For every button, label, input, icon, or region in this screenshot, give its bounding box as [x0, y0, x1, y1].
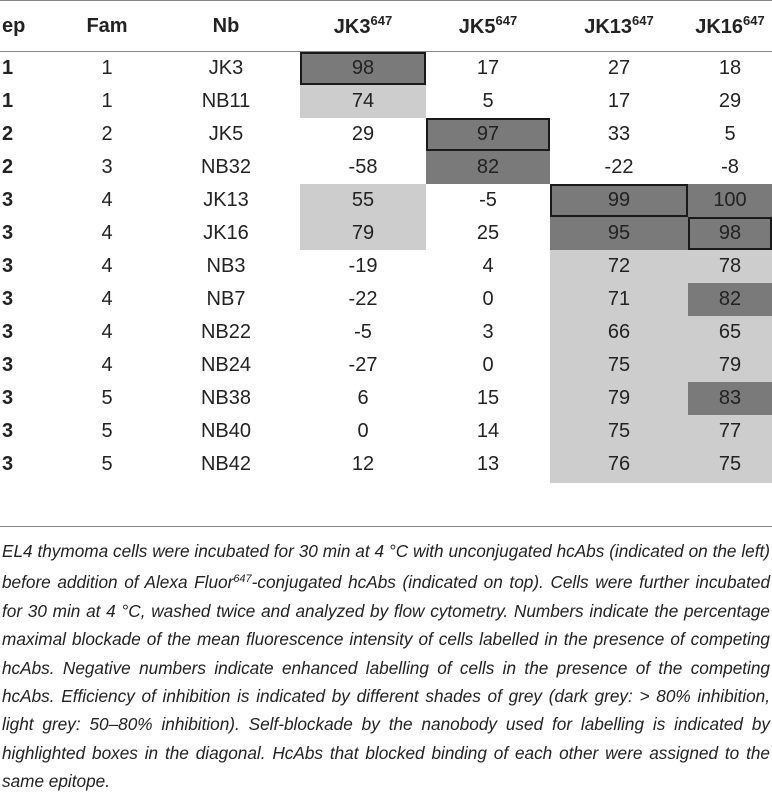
cell-nb: NB40 — [200, 420, 252, 442]
cell-jk5: 5 — [482, 90, 494, 112]
caption-divider — [0, 526, 772, 527]
cell-fam: 4 — [101, 288, 113, 310]
cell-jk5: 3 — [482, 321, 494, 343]
cell-nb: JK16 — [203, 222, 249, 244]
cell-jk16: 75 — [688, 448, 772, 483]
cell-nb: JK5 — [208, 123, 244, 145]
cell-fam: 4 — [101, 222, 113, 244]
cell-jk13: 76 — [550, 448, 688, 483]
cell-fam: 4 — [101, 189, 113, 211]
cell-jk3: 79 — [300, 217, 426, 250]
cell-nb: NB24 — [200, 354, 252, 376]
cell-jk5: 17 — [476, 57, 500, 79]
cell-fam: 1 — [101, 57, 113, 79]
table-row — [0, 349, 772, 382]
cell-ep: 3 — [2, 189, 14, 211]
cell-jk3: -58 — [348, 156, 378, 178]
cell-jk16: 18 — [718, 57, 742, 79]
cell-ep: 3 — [2, 354, 14, 376]
table-row — [0, 415, 772, 448]
cell-jk5: 4 — [482, 255, 494, 277]
cell-jk3: 6 — [357, 387, 369, 409]
cell-jk16: 82 — [688, 283, 772, 316]
table-row — [0, 151, 772, 184]
cell-jk13: 17 — [607, 90, 631, 112]
cell-jk3: 98 — [300, 52, 426, 86]
header-jk3: $JK3^{647}$ — [333, 13, 393, 38]
cell-jk16: 65 — [688, 316, 772, 349]
cell-jk16: 98 — [688, 217, 772, 250]
header-ep: ep — [2, 14, 26, 37]
cell-ep: 3 — [2, 453, 14, 475]
cell-jk3: 74 — [300, 85, 426, 118]
cell-jk16: -8 — [721, 156, 739, 178]
cell-jk13: 33 — [607, 123, 631, 145]
cell-jk16: 83 — [688, 382, 772, 415]
cell-jk3: 12 — [351, 453, 375, 475]
cell-jk3: 29 — [351, 123, 375, 145]
cell-ep: 2 — [2, 156, 14, 178]
cell-jk5: 14 — [476, 420, 500, 442]
table-row — [0, 217, 772, 250]
cell-fam: 5 — [101, 387, 113, 409]
cell-nb: NB42 — [200, 453, 252, 475]
header-row — [0, 1, 772, 52]
cell-ep: 2 — [2, 123, 14, 145]
table-row — [0, 184, 772, 217]
cell-fam: 4 — [101, 255, 113, 277]
cell-ep: 3 — [2, 222, 14, 244]
cell-jk3: 55 — [300, 184, 426, 217]
cell-ep: 1 — [2, 57, 14, 79]
cell-jk5: 13 — [476, 453, 500, 475]
cell-nb: NB7 — [206, 288, 246, 310]
cell-nb: NB22 — [200, 321, 252, 343]
cell-jk16: 77 — [688, 415, 772, 448]
cell-jk3: -19 — [348, 255, 378, 277]
table-row — [0, 250, 772, 283]
cell-jk5: 25 — [476, 222, 500, 244]
cell-jk13: 99 — [550, 184, 688, 217]
cell-jk16: 79 — [688, 349, 772, 382]
cell-nb: NB38 — [200, 387, 252, 409]
table-caption — [2, 537, 770, 796]
header-jk16: $JK16^{647}$ — [695, 13, 765, 38]
cell-jk13: 66 — [550, 316, 688, 349]
cell-jk13: 27 — [607, 57, 631, 79]
caption-text-2: -conjugated hcAbs (indicated on top). Cells were further incubated for 30 min at 4 °C, washed twice and analyzed by flow cytometry. Numbers indicate the percentage maximal blockade of the mean fluorescence intensity of cells labelled in the presence of competing hcAbs. Negative numbers indicate enhanced labelling of cells in the presence of the competing hcAbs. Efficiency of inhibition is indicated by different shades of grey (dark grey: > 80% inhibition, light grey: 50–80% inhibition). Self-blockade by the nanobody used for labelling is indicated by highlighted boxes in the diagonal. HcAbs that blocked binding of each other were assigned to the same epitope. — [2, 572, 771, 792]
cell-ep: 3 — [2, 288, 14, 310]
cell-jk5: 15 — [476, 387, 500, 409]
cell-ep: 3 — [2, 387, 14, 409]
cell-jk13: 72 — [550, 250, 688, 283]
table-row — [0, 382, 772, 415]
cell-fam: 3 — [101, 156, 113, 178]
cell-ep: 1 — [2, 90, 14, 112]
caption-text-1: EL4 thymoma cells were incubated for 30 min at 4 °C with unconjugated hcAbs (indicated on the left) before addition of Alexa Fluor — [2, 541, 770, 593]
cell-jk13: 79 — [550, 382, 688, 415]
table-row — [0, 118, 772, 151]
cell-nb: NB3 — [206, 255, 246, 277]
cell-jk5: -5 — [479, 189, 497, 211]
cell-jk5: 82 — [426, 151, 550, 184]
table-row — [0, 85, 772, 118]
cell-nb: NB11 — [201, 90, 251, 112]
cell-jk5: 0 — [482, 354, 494, 376]
cell-jk13: 75 — [550, 349, 688, 382]
table-row — [0, 283, 772, 316]
cell-fam: 5 — [101, 453, 113, 475]
cell-fam: 4 — [101, 321, 113, 343]
header-jk13: $JK13^{647}$ — [584, 13, 654, 38]
cell-jk5: 0 — [482, 288, 494, 310]
table-body — [0, 52, 772, 484]
cell-nb: NB32 — [200, 156, 252, 178]
cell-jk13: 75 — [550, 415, 688, 448]
cell-jk13: 95 — [550, 217, 688, 250]
cell-nb: JK13 — [203, 189, 249, 211]
cell-jk13: -22 — [604, 156, 634, 178]
cell-jk13: 71 — [550, 283, 688, 316]
cell-fam: 2 — [101, 123, 113, 145]
cell-ep: 3 — [2, 321, 14, 343]
header-fam: Fam — [86, 14, 128, 37]
cell-jk3: -27 — [348, 354, 378, 376]
cell-ep: 3 — [2, 255, 14, 277]
table-row — [0, 52, 772, 86]
header-jk5: $JK5^{647}$ — [458, 13, 518, 38]
cell-jk3: -5 — [354, 321, 372, 343]
cell-fam: 4 — [101, 354, 113, 376]
cell-jk5: 97 — [426, 118, 550, 151]
cell-jk16: 78 — [688, 250, 772, 283]
caption-superscript: 647 — [233, 573, 252, 586]
cell-fam: 1 — [101, 90, 113, 112]
cell-jk16: 5 — [724, 123, 736, 145]
table-row — [0, 316, 772, 349]
cell-jk16: 29 — [718, 90, 742, 112]
table-row — [0, 448, 772, 483]
cell-fam: 5 — [101, 420, 113, 442]
cell-nb: JK3 — [208, 57, 244, 79]
header-nb: Nb — [212, 14, 240, 37]
cell-jk3: -22 — [348, 288, 378, 310]
cell-jk16: 100 — [688, 184, 772, 217]
cell-ep: 3 — [2, 420, 14, 442]
cell-jk3: 0 — [357, 420, 369, 442]
